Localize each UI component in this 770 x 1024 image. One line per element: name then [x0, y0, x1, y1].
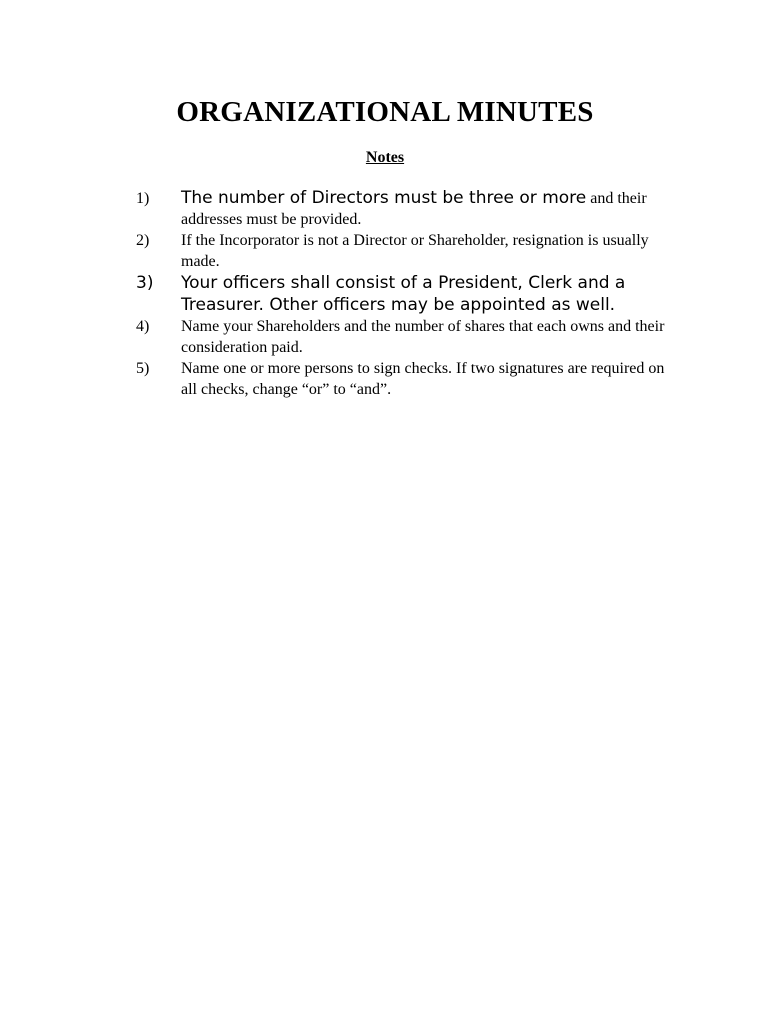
note-number: 5)	[136, 360, 150, 377]
page-title: ORGANIZATIONAL MINUTES	[176, 96, 594, 128]
note-text-emphasis: The number of Directors must be three or more	[181, 188, 587, 208]
note-item-5	[136, 358, 666, 400]
note-item-4	[136, 316, 666, 358]
note-text: and their addresses must be provided.	[181, 190, 647, 228]
note-text: If the Incorporator is not a Director or Shareholder, resignation is usually made.	[181, 232, 649, 270]
note-text: Your officers shall consist of a President, Clerk and a Treasurer. Other officers may be appointed as well.	[181, 273, 626, 315]
note-number: 4)	[136, 318, 150, 335]
note-number: 2)	[136, 232, 150, 249]
note-item-1	[136, 188, 666, 230]
note-text: Name one or more persons to sign checks. If two signatures are required on all checks, change “or” to “and”.	[181, 360, 665, 398]
note-number: 1)	[136, 190, 150, 207]
note-item-2	[136, 230, 666, 272]
notes-heading: Notes	[365, 149, 405, 166]
notes-list	[136, 188, 666, 400]
note-text: Name your Shareholders and the number of shares that each owns and their consideration paid.	[181, 318, 665, 356]
note-item-3	[136, 272, 666, 316]
note-number: 3)	[136, 273, 154, 293]
